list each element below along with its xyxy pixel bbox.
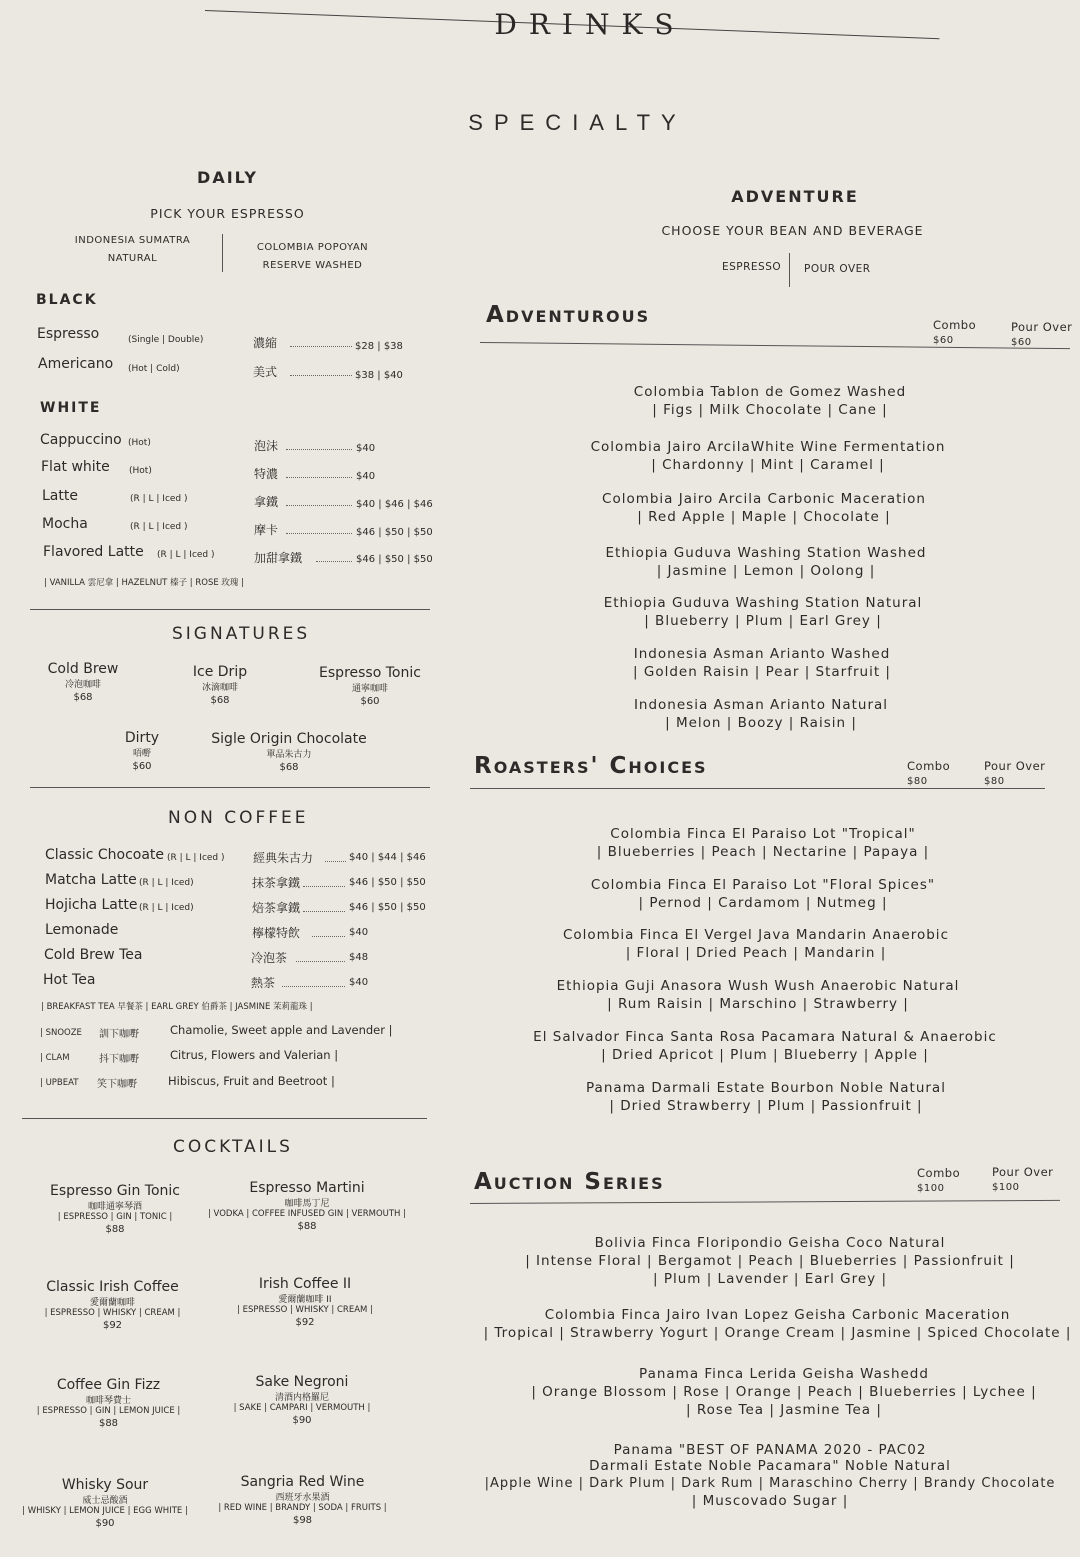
origin-list-item: El Salvador Finca Santa Rosa Pacamara Natural & Anaerobic | Dried Apricot | Plum | Blueberry | Apple | — [533, 1029, 997, 1063]
origin-list-item: Colombia Finca El Paraiso Lot "Tropical" | Blueberries | Peach | Nectarine | Papaya | — [596, 826, 930, 860]
specialty-heading: SPECIALTY — [468, 110, 687, 135]
bean-divider — [222, 234, 223, 272]
flavor-options: | VANILLA 雲尼拿 | HAZELNUT 榛子 | ROSE 玫瑰 | — [44, 578, 244, 588]
tea-options: | BREAKFAST TEA 早餐茶 | EARL GREY 伯爵茶 | JASMINE 茉莉龍珠 | — [41, 1002, 313, 1012]
bean-left-origin: INDONESIA SUMATRA — [74, 235, 191, 246]
cocktail-sangria-red-wine: Sangria Red Wine 西班牙水果酒 | RED WINE | BRANDY | SODA | FRUITS | $98 — [218, 1474, 387, 1526]
origin-list-item: Panama Darmali Estate Bourbon Noble Natural | Dried Strawberry | Plum | Passionfruit | — [586, 1080, 946, 1114]
adventurous-pour-over: Pour Over $60 — [1011, 320, 1073, 348]
divider-non-coffee — [30, 787, 430, 788]
auction-item-bolivia: Bolivia Finca Floripondio Geisha Coco Natural | Intense Floral | Bergamot | Peach | Blueberries | Passionfruit | | Plum | Lavender | Earl Grey | — [525, 1235, 1015, 1287]
origin-list-item: Colombia Tablon de Gomez Washed | Figs | Milk Chocolate | Cane | — [633, 384, 907, 418]
cocktails-heading: COCKTAILS — [173, 1137, 293, 1157]
adventurous-combo: Combo $60 — [933, 318, 977, 346]
signature-single-origin-chocolate: Sigle Origin Chocolate 單品朱古力 $68 — [211, 731, 367, 773]
page-title: DRINKS — [494, 8, 686, 41]
black-heading: BLACK — [36, 292, 98, 308]
auction-item-panama-darmali: Panama "BEST OF PANAMA 2020 - PAC02 Darmali Estate Noble Pacamara" Noble Natural |Apple Wine | Dark Plum | Dark Rum | Maraschino Cherry | Brandy Chocolate | Muscovado Sugar | — [484, 1442, 1056, 1509]
adventure-divider — [789, 253, 790, 287]
divider-cocktails — [22, 1118, 427, 1119]
signature-ice-drip: Ice Drip 冰滴咖啡 $68 — [192, 664, 248, 706]
origin-list-item: Colombia Finca El Paraiso Lot "Floral Spices" | Pernod | Cardamom | Nutmeg | — [590, 877, 936, 911]
adventurous-heading: Adventurous — [486, 302, 651, 328]
cocktail-whisky-sour: Whisky Sour 威士忌酸酒 | WHISKY | LEMON JUICE | EGG WHITE | $90 — [22, 1477, 188, 1529]
non-coffee-heading: NON COFFEE — [168, 808, 309, 828]
roasters-heading: Roasters' Choices — [474, 753, 708, 779]
roasters-rule — [470, 788, 1045, 789]
origin-list-item: Indonesia Asman Arianto Natural | Melon | Boozy | Raisin | — [633, 697, 889, 731]
adventure-subheading: CHOOSE YOUR BEAN AND BEVERAGE — [661, 223, 924, 238]
cocktail-coffee-gin-fizz: Coffee Gin Fizz 咖啡琴費士 | ESPRESSO | GIN | LEMON JUICE | $88 — [36, 1377, 181, 1429]
origin-list-item: Ethiopia Guduva Washing Station Natural | Blueberry | Plum | Earl Grey | — [603, 595, 923, 629]
cocktail-espresso-gin-tonic: Espresso Gin Tonic 咖啡通寧琴酒 | ESPRESSO | GIN | TONIC | $88 — [50, 1183, 180, 1235]
auction-combo: Combo $100 — [917, 1166, 961, 1194]
white-heading: WHITE — [40, 400, 102, 416]
auction-heading: Auction Series — [474, 1169, 665, 1195]
cocktail-irish-coffee-ii: Irish Coffee II 愛爾蘭咖啡 II | ESPRESSO | WHISKY | CREAM | $92 — [237, 1276, 373, 1328]
daily-heading: DAILY — [197, 168, 258, 187]
auction-pour-over: Pour Over $100 — [992, 1165, 1054, 1193]
adventure-heading: ADVENTURE — [731, 187, 859, 206]
origin-list-item: Colombia Jairo ArcilaWhite Wine Fermentation | Chardonny | Mint | Caramel | — [590, 439, 946, 473]
bean-right-origin: COLOMBIA POPOYAN — [256, 242, 369, 253]
cocktail-espresso-martini: Espresso Martini 咖啡馬丁尼 | VODKA | COFFEE INFUSED GIN | VERMOUTH | $88 — [207, 1180, 406, 1232]
signature-dirty: Dirty 唔嘢 $60 — [124, 730, 160, 772]
adventure-option-pour-over: POUR OVER — [804, 263, 871, 275]
adventure-option-espresso: ESPRESSO — [722, 261, 782, 273]
roasters-pour-over: Pour Over $80 — [984, 759, 1046, 787]
auction-item-colombia: Colombia Finca Jairo Ivan Lopez Geisha Carbonic Maceration | Tropical | Strawberry Yogurt | Orange Cream | Jasmine | Spiced Chocolate | — [483, 1307, 1072, 1341]
auction-rule — [470, 1200, 1060, 1204]
auction-item-panama-lerida: Panama Finca Lerida Geisha Washedd | Orange Blossom | Rose | Orange | Peach | Blueberries | Lychee | | Rose Tea | Jasmine Tea | — [531, 1366, 1037, 1418]
divider-signatures — [30, 609, 430, 610]
origin-list-item: Colombia Jairo Arcila Carbonic Maceration | Red Apple | Maple | Chocolate | — [602, 491, 926, 525]
origin-list-item: Ethiopia Guduva Washing Station Washed | Jasmine | Lemon | Oolong | — [605, 545, 927, 579]
adventurous-rule — [480, 342, 1070, 349]
signatures-heading: SIGNATURES — [172, 624, 311, 644]
daily-subheading: PICK YOUR ESPRESSO — [150, 206, 305, 221]
bean-left-process: NATURAL — [107, 253, 158, 264]
origin-list-item: Indonesia Asman Arianto Washed | Golden Raisin | Pear | Starfruit | — [633, 646, 891, 680]
cocktail-sake-negroni: Sake Negroni 清酒内格羅尼 | SAKE | CAMPARI | VERMOUTH | $90 — [233, 1374, 371, 1426]
roasters-combo: Combo $80 — [907, 759, 951, 787]
origin-list-item: Ethiopia Guji Anasora Wush Wush Anaerobic Natural | Rum Raisin | Marschino | Strawberry | — [556, 978, 960, 1012]
cocktail-classic-irish-coffee: Classic Irish Coffee 愛爾蘭咖啡 | ESPRESSO | WHISKY | CREAM | $92 — [44, 1279, 181, 1331]
signature-cold-brew: Cold Brew 冷泡咖啡 $68 — [47, 661, 119, 703]
signature-espresso-tonic: Espresso Tonic 通寧咖啡 $60 — [319, 665, 421, 707]
bean-right-process: RESERVE WASHED — [262, 260, 363, 271]
origin-list-item: Colombia Finca El Vergel Java Mandarin Anaerobic | Floral | Dried Peach | Mandarin | — [562, 927, 949, 961]
